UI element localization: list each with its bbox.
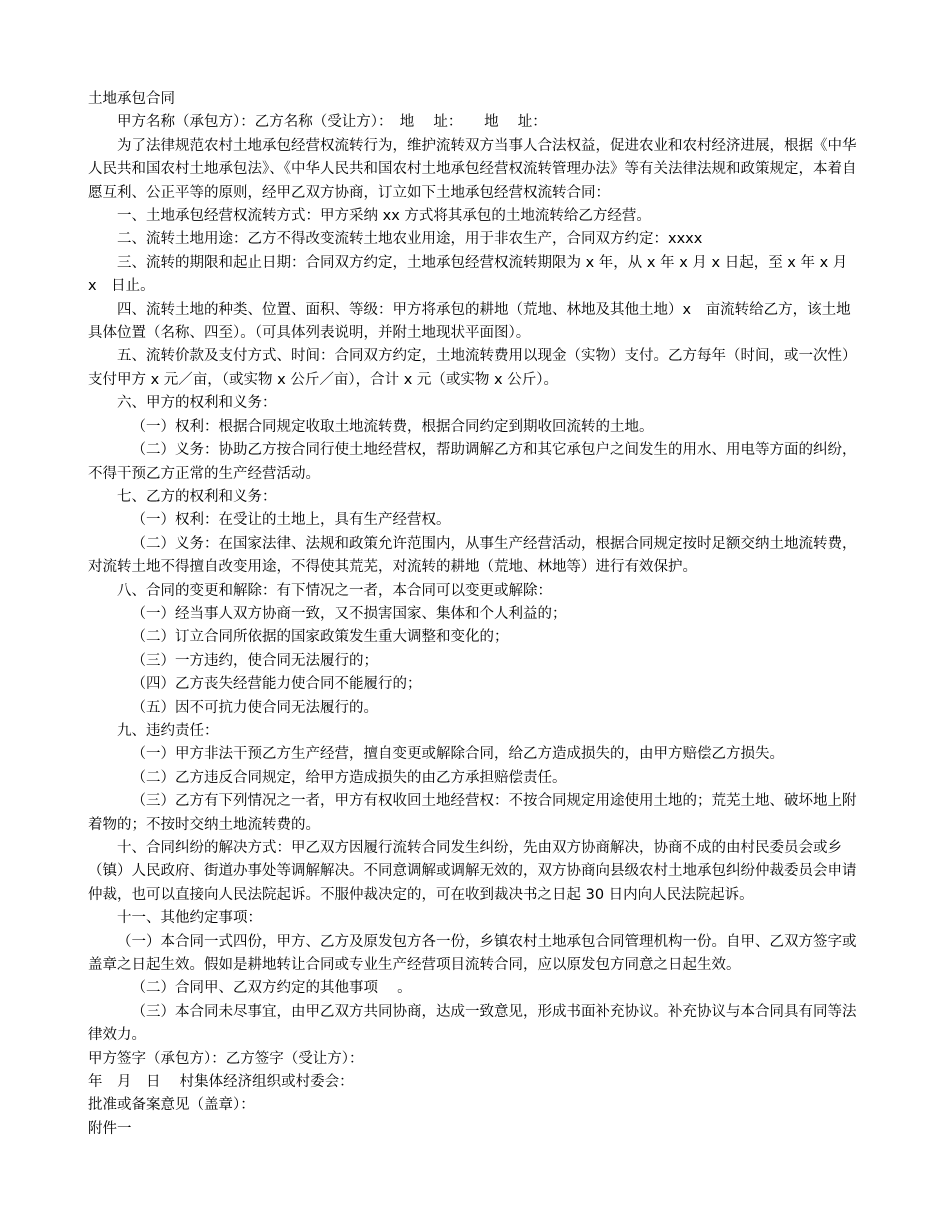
clause-9-item-3: （三）乙方有下列情况之一者，甲方有权收回土地经营权：不按合同规定用途使用土地的；荒芜土地、破坏地上附着物的；不按时交纳土地流转费的。 — [88, 793, 857, 833]
clause-5-payment: 五、流转价款及支付方式、时间：合同双方约定，土地流转费用以现金（实物）支付。乙方每年（时间，或一次性）支付甲方 x 元／亩，（或实物 x 公斤／亩），合计 x 元（或实物 x 公斤）。 — [88, 348, 857, 388]
clause-2-land-use: 二、流转土地用途：乙方不得改变流转土地农业用途，用于非农生产，合同双方约定：xxxx — [117, 231, 703, 248]
clause-8-item-5: （五）因不可抗力使合同无法履行的。 — [131, 699, 378, 716]
clause-11-item-3: （三）本合同未尽事宜，由甲乙双方共同协商，达成一致意见，形成书面补充协议。补充协议与本合同具有同等法律效力。 — [88, 1003, 857, 1044]
clause-6-item-1: （一）权利：根据合同规定收取土地流转费，根据合同约定到期收回流转的土地。 — [131, 418, 654, 435]
clause-4-land-details: 四、流转土地的种类、位置、面积、等级：甲方将承包的耕地（荒地、林地及其他土地）x 亩流转给乙方，该土地具体位置（名称、四至）。（可具体列表说明，并附土地现状平面图）。 — [88, 301, 851, 342]
signature-line-date: 年 月 日 村集体经济组织或村委会： — [88, 1074, 354, 1091]
attachment-label: 附件一 — [88, 1120, 132, 1137]
clause-3-term: 三、流转的期限和起止日期：合同双方约定，土地承包经营权流转期限为 x 年，从 x 年 x 月 x 日起，至 x 年 x 月 x 日止。 — [88, 254, 848, 295]
clause-8-item-2: （二）订立合同所依据的国家政策发生重大调整和变化的； — [131, 629, 509, 646]
clause-11-item-1: （一）本合同一式四份，甲方、乙方及原发包方各一份，乡镇农村土地承包合同管理机构一份。自甲、乙双方签字或盖章之日起生效。假如是耕地转让合同或专业生产经营项目流转合同，应以原发包方同意之日起生效。 — [88, 933, 857, 974]
clause-7-item-2: （二）义务：在国家法律、法规和政策允许范围内，从事生产经营活动，根据合同规定按时足额交纳土地流转费，对流转土地不得擅自改变用途，不得使其荒芜，对流转的耕地（荒地、林地等）进行有效保护。 — [88, 535, 857, 576]
clause-11-heading: 十一、其他约定事项： — [117, 910, 262, 927]
clause-8-item-4: （四）乙方丧失经营能力使合同不能履行的； — [131, 676, 422, 693]
clause-11-item-2: （二）合同甲、乙双方约定的其他事项 。 — [131, 980, 412, 997]
signature-line-approval: 批准或备案意见（盖章）： — [88, 1097, 255, 1114]
clause-8-heading: 八、合同的变更和解除：有下情况之一者，本合同可以变更或解除： — [117, 582, 552, 599]
clause-9-item-1: （一）甲方非法干预乙方生产经营，擅自变更或解除合同，给乙方造成损失的，由甲方赔偿乙方损失。 — [131, 746, 784, 763]
clause-7-heading: 七、乙方的权利和义务： — [117, 488, 277, 505]
clause-9-item-2: （二）乙方违反合同规定，给甲方造成损失的由乙方承担赔偿责任。 — [131, 769, 567, 786]
contract-document — [88, 88, 858, 1141]
clause-1-transfer-method: 一、土地承包经营权流转方式：甲方采纳 xx 方式将其承包的土地流转给乙方经营。 — [117, 208, 651, 225]
party-header: 甲方名称（承包方）：乙方名称（受让方）： 地 址： 地 址： — [117, 114, 547, 131]
clause-9-heading: 九、违约责任： — [117, 722, 219, 739]
preamble-paragraph: 为了法律规范农村土地承包经营权流转行为，维护流转双方当事人合法权益，促进农业和农村经济进展，根据《中华人民共和国农村土地承包法》、《中华人民共和国农村土地承包经营权流转管理办法》等有关法律法规和政策规定，本着自愿互利、公正平等的原则，经甲乙双方协商，订立如下土地承包经营权流转合同： — [88, 137, 857, 201]
clause-7-item-1: （一）权利：在受让的土地上，具有生产经营权。 — [131, 512, 451, 529]
clause-6-heading: 六、甲方的权利和义务： — [117, 395, 277, 412]
document-title: 土地承包合同 — [88, 91, 175, 107]
clause-6-item-2: （二）义务：协助乙方按合同行使土地经营权，帮助调解乙方和其它承包户之间发生的用水、用电等方面的纠纷，不得干预乙方正常的生产经营活动。 — [88, 442, 857, 482]
clause-8-item-3: （三）一方违约，使合同无法履行的； — [131, 652, 378, 669]
clause-10-dispute: 十、合同纠纷的解决方式：甲乙双方因履行流转合同发生纠纷，先由双方协商解决，协商不成的由村民委员会或乡（镇）人民政府、街道办事处等调解解决。不同意调解或调解无效的，双方协商向县级农村土地承包纠纷仲裁委员会申请仲裁，也可以直接向人民法院起诉。不服仲裁决定的，可在收到裁决书之日起 30 日内向人民法院起诉。 — [88, 840, 857, 903]
clause-8-item-1: （一）经当事人双方协商一致，又不损害国家、集体和个人利益的； — [131, 605, 567, 622]
signature-line-parties: 甲方签字（承包方）：乙方签字（受让方）： — [88, 1050, 364, 1067]
